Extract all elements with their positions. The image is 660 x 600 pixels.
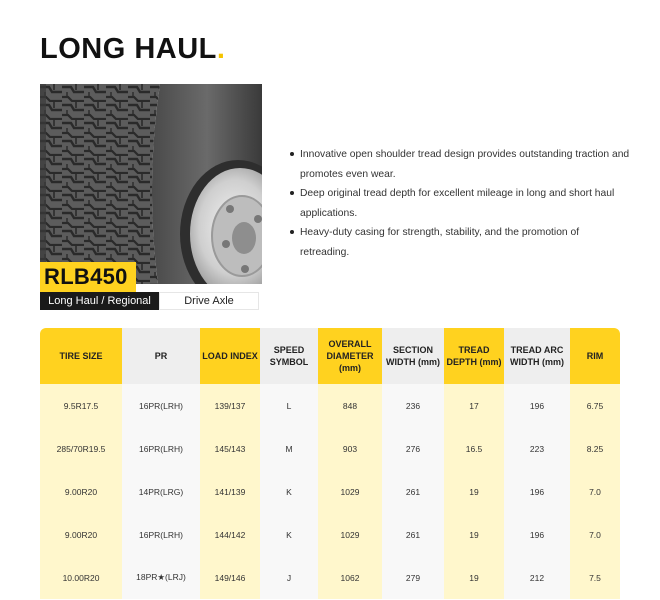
model-badge: RLB450 [40, 262, 136, 292]
cell-section-width: 236 [382, 384, 444, 427]
cell-tire-size: 10.00R20 [40, 556, 122, 599]
cell-overall-diameter: 1029 [318, 470, 382, 513]
title-dot: . [216, 33, 226, 65]
tire-image [40, 84, 262, 284]
header-tire-size: TIRE SIZE [40, 328, 122, 384]
header-rim: RIM [570, 328, 620, 384]
cell-rim: 7.5 [570, 556, 620, 599]
cell-overall-diameter: 1062 [318, 556, 382, 599]
cell-tread-arc-width: 196 [504, 513, 570, 556]
cell-rim: 6.75 [570, 384, 620, 427]
header-tread-arc-width: TREAD ARC WIDTH (mm) [504, 328, 570, 384]
header-tread-depth: TREAD DEPTH (mm) [444, 328, 504, 384]
cell-load-index: 141/139 [200, 470, 260, 513]
cell-load-index: 139/137 [200, 384, 260, 427]
header-pr: PR [122, 328, 200, 384]
cell-rim: 7.0 [570, 470, 620, 513]
cell-load-index: 145/143 [200, 427, 260, 470]
axle-label: Drive Axle [159, 292, 259, 310]
cell-load-index: 144/142 [200, 513, 260, 556]
cell-overall-diameter: 848 [318, 384, 382, 427]
cell-tread-arc-width: 223 [504, 427, 570, 470]
header-speed-symbol: SPEED SYMBOL [260, 328, 318, 384]
cell-tread-depth: 19 [444, 556, 504, 599]
spec-table [40, 328, 620, 599]
cell-tread-depth: 19 [444, 513, 504, 556]
table-header-row [40, 328, 620, 384]
header-section-width: SECTION WIDTH (mm) [382, 328, 444, 384]
cell-tire-size: 9.5R17.5 [40, 384, 122, 427]
cell-tread-depth: 16.5 [444, 427, 504, 470]
cell-rim: 8.25 [570, 427, 620, 470]
cell-section-width: 261 [382, 513, 444, 556]
cell-pr: 16PR(LRH) [122, 384, 200, 427]
spec-table-container [40, 328, 620, 600]
table-row [40, 427, 620, 470]
feature-item: Innovative open shoulder tread design provides outstanding traction and promotes even wear. [290, 145, 630, 184]
cell-tread-arc-width: 196 [504, 384, 570, 427]
cell-speed-symbol: M [260, 427, 318, 470]
cell-section-width: 276 [382, 427, 444, 470]
cell-rim: 7.0 [570, 513, 620, 556]
table-row [40, 470, 620, 513]
cell-speed-symbol: K [260, 513, 318, 556]
cell-speed-symbol: J [260, 556, 318, 599]
cell-section-width: 261 [382, 470, 444, 513]
cell-tread-arc-width: 212 [504, 556, 570, 599]
cell-overall-diameter: 903 [318, 427, 382, 470]
table-row [40, 556, 620, 599]
cell-pr: 18PR★(LRJ) [122, 556, 200, 599]
cell-pr: 16PR(LRH) [122, 427, 200, 470]
cell-tire-size: 9.00R20 [40, 470, 122, 513]
cell-speed-symbol: K [260, 470, 318, 513]
cell-overall-diameter: 1029 [318, 513, 382, 556]
cell-tire-size: 9.00R20 [40, 513, 122, 556]
cell-tire-size: 285/70R19.5 [40, 427, 122, 470]
feature-list [290, 145, 630, 262]
tire-illustration [40, 84, 262, 284]
cell-section-width: 279 [382, 556, 444, 599]
feature-item: Deep original tread depth for excellent mileage in long and short haul applications. [290, 184, 630, 223]
title-text: LONG HAUL [40, 33, 217, 65]
cell-load-index: 149/146 [200, 556, 260, 599]
cell-speed-symbol: L [260, 384, 318, 427]
table-row [40, 513, 620, 556]
cell-tread-depth: 17 [444, 384, 504, 427]
cell-tread-depth: 19 [444, 470, 504, 513]
table-row [40, 384, 620, 427]
cell-pr: 16PR(LRH) [122, 513, 200, 556]
tread-face [40, 84, 160, 284]
cell-pr: 14PR(LRG) [122, 470, 200, 513]
feature-item: Heavy-duty casing for strength, stability, and the promotion of retreading. [290, 223, 630, 262]
page-title [40, 33, 225, 66]
header-load-index: LOAD INDEX [200, 328, 260, 384]
category-label: Long Haul / Regional [40, 292, 159, 310]
header-overall-diameter: OVERALL DIAMETER (mm) [318, 328, 382, 384]
cell-tread-arc-width: 196 [504, 470, 570, 513]
